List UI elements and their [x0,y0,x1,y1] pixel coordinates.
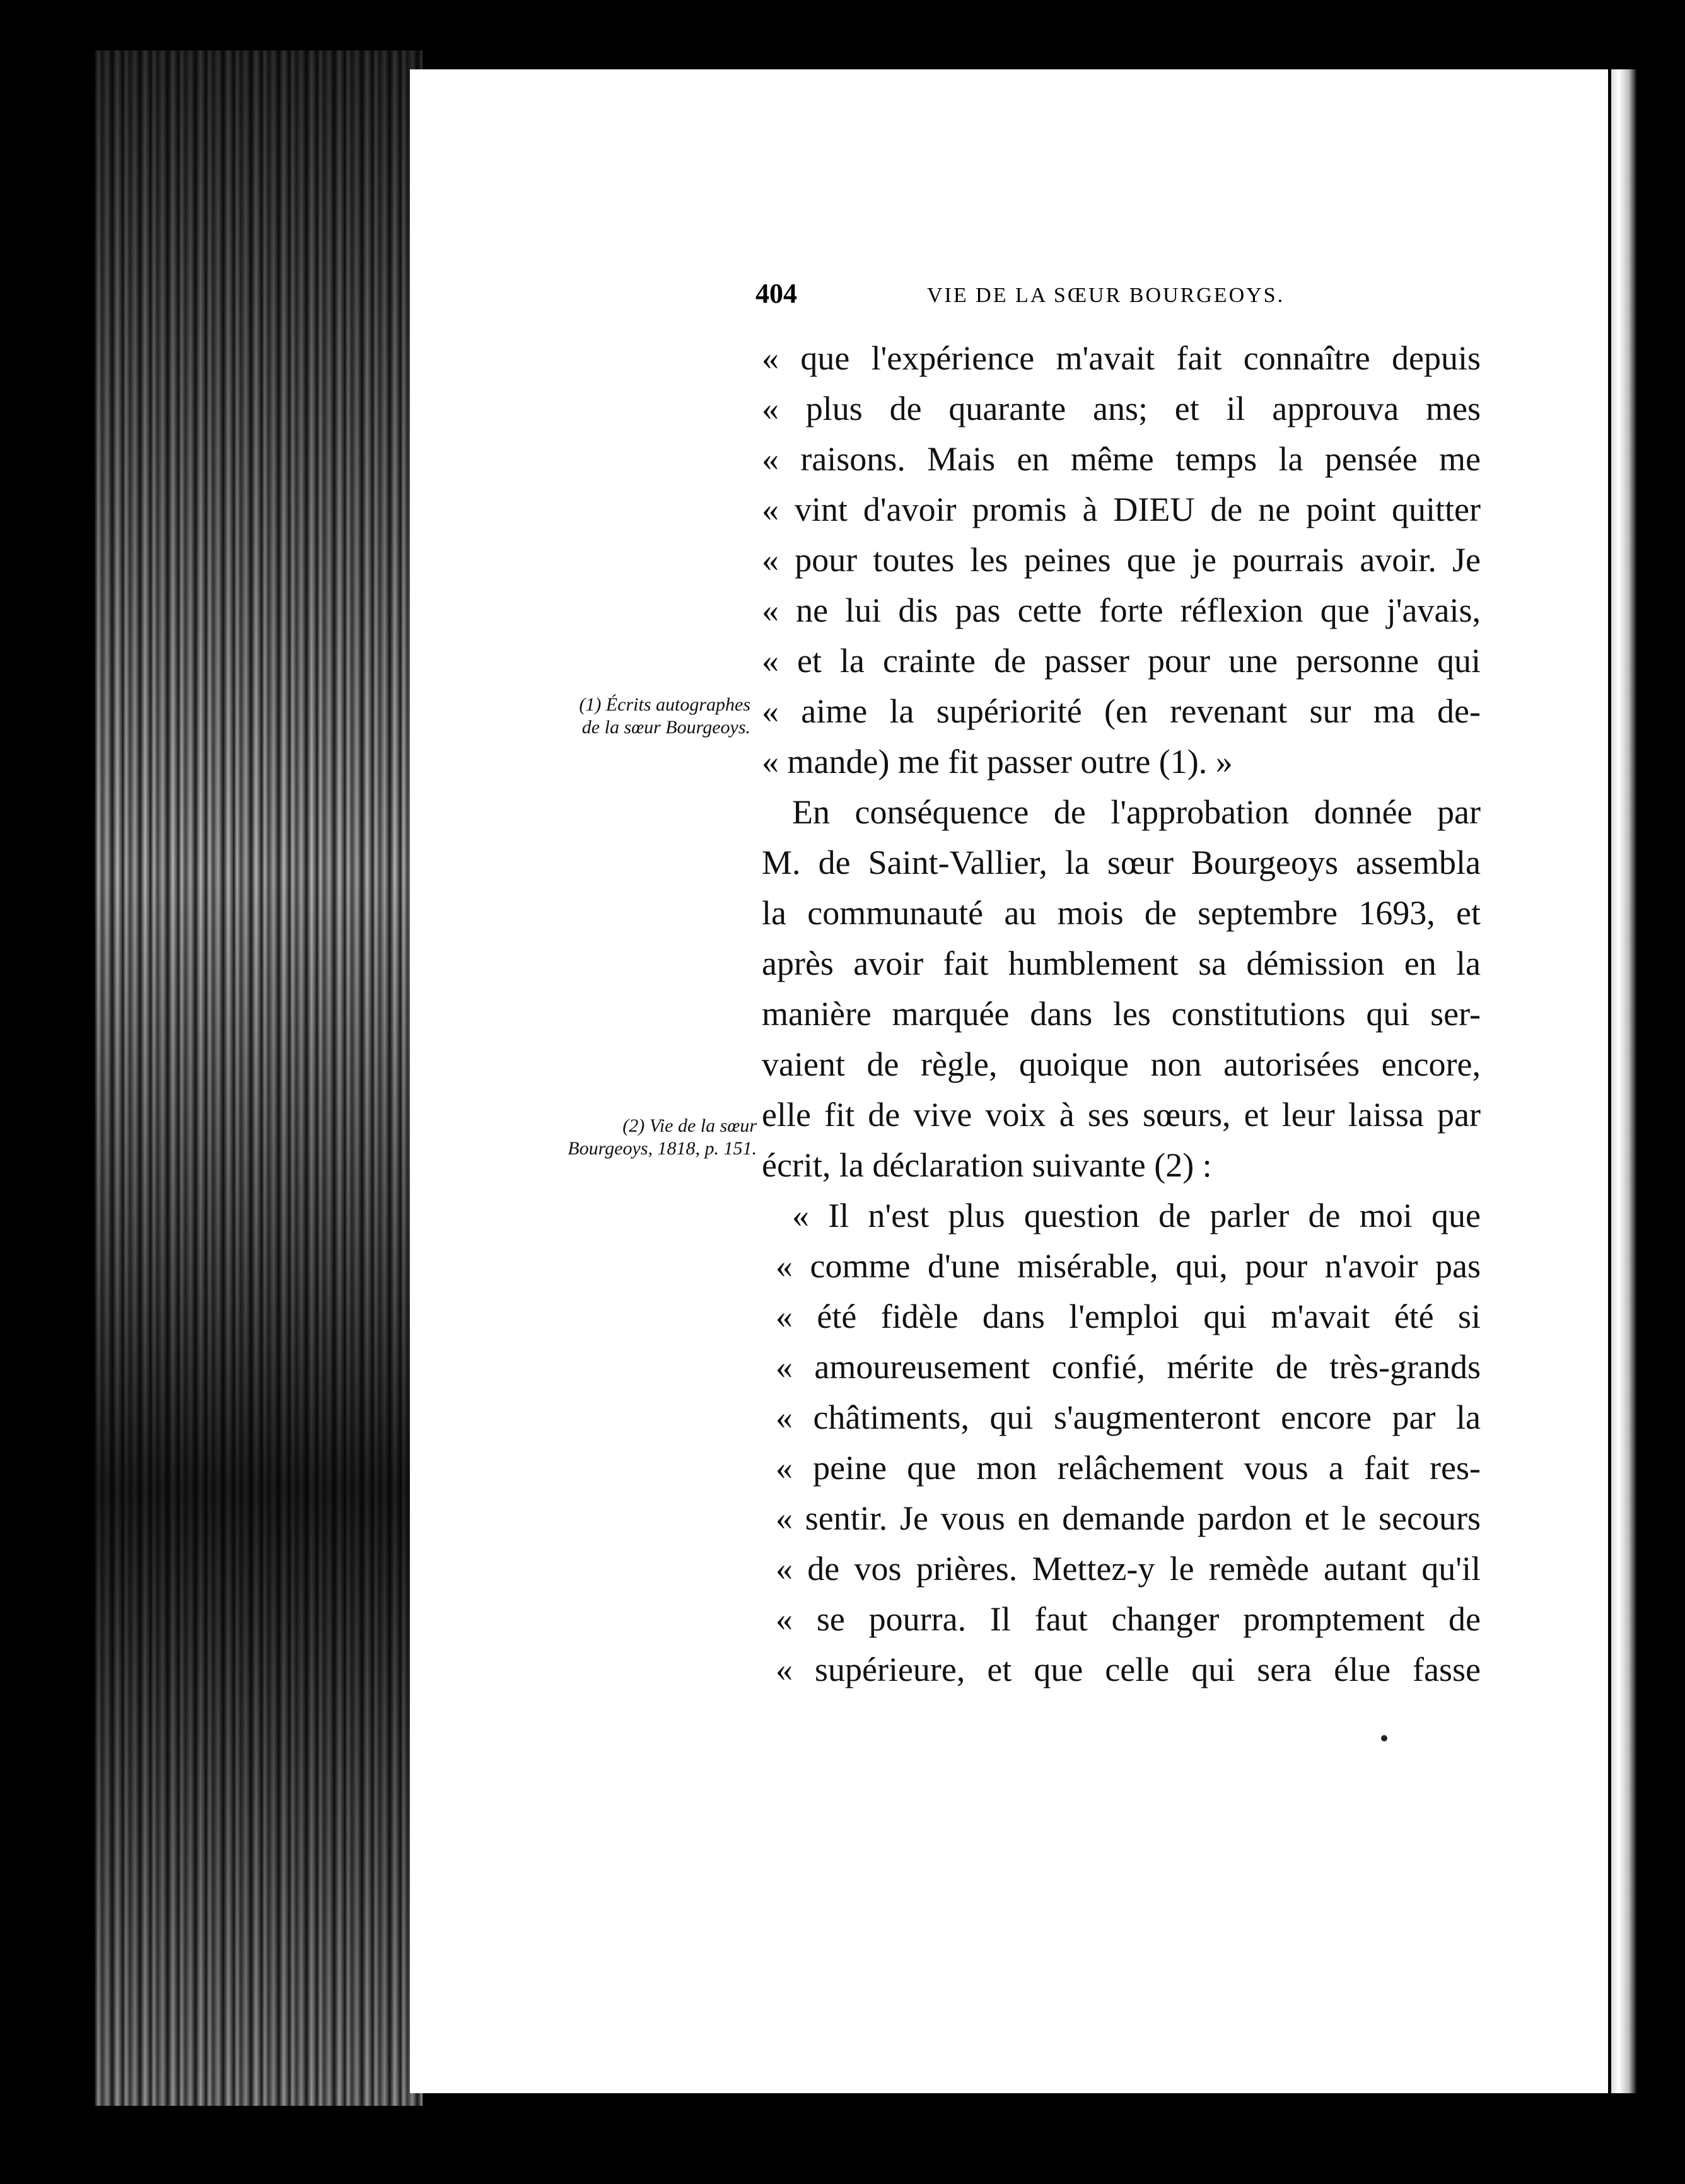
text-line: « raisons. Mais en même temps la pensée me [762,440,1481,478]
body-text [762,333,1481,1695]
text-line: « supérieure, et que celle qui sera élue fasse [776,1651,1481,1688]
text-line: « se pourra. Il faut changer promptement de [776,1600,1481,1638]
margin-note-1: (1) Écrits autographes de la sœur Bourgeoys. [579,694,750,738]
page-number: 404 [755,278,797,309]
page-header [755,277,1310,322]
text-line: « de vos prières. Mettez-y le remède autant qu'il [776,1550,1481,1588]
text-line: « été fidèle dans l'emploi qui m'avait été si [776,1298,1481,1335]
text-line: M. de Saint-Vallier, la sœur Bourgeoys assembla [762,844,1481,881]
text-line: En conséquence de l'approbation donnée par [792,793,1481,831]
text-line: « comme d'une misérable, qui, pour n'avoir pas [776,1247,1481,1285]
text-line: « et la crainte de passer pour une personne qui [762,642,1481,680]
text-line: « que l'expérience m'avait fait connaître depuis [762,339,1481,377]
ink-dot [1381,1735,1387,1741]
text-line: « Il n'est plus question de parler de moi que [792,1197,1481,1234]
text-line: après avoir fait humblement sa démission en la [762,944,1481,982]
text-line: vaient de règle, quoique non autorisées encore, [762,1045,1481,1083]
text-line: « peine que mon relâchement vous a fait res- [776,1449,1481,1487]
text-line: « vint d'avoir promis à DIEU de ne point quitter [762,491,1481,528]
text-line: manière marquée dans les constitutions qui ser- [762,995,1481,1033]
text-line: « mande) me fit passer outre (1). » [762,743,1233,781]
text-line: « amoureusement confié, mérite de très-grands [776,1348,1481,1386]
text-line: « aime la supériorité (en revenant sur ma de- [762,692,1481,730]
running-title: VIE DE LA SŒUR BOURGEOYS. [927,284,1285,307]
text-line: « pour toutes les peines que je pourrais avoir. Je [762,541,1481,579]
text-line: « sentir. Je vous en demande pardon et le secours [776,1499,1481,1537]
margin-note-2: (2) Vie de la sœur Bourgeoys, 1818, p. 151. [568,1115,757,1159]
text-line: écrit, la déclaration suivante (2) : [762,1146,1212,1184]
text-line: « châtiments, qui s'augmenteront encore par la [776,1398,1481,1436]
book-right-edge [1611,69,1636,2093]
text-line: « ne lui dis pas cette forte réflexion que j'avais, [762,591,1481,629]
text-line: la communauté au mois de septembre 1693, et [762,894,1481,932]
text-line: elle fit de vive voix à ses sœurs, et leur laissa par [762,1096,1481,1134]
book-page-edges [95,50,423,2106]
text-line: « plus de quarante ans; et il approuva mes [762,390,1481,427]
